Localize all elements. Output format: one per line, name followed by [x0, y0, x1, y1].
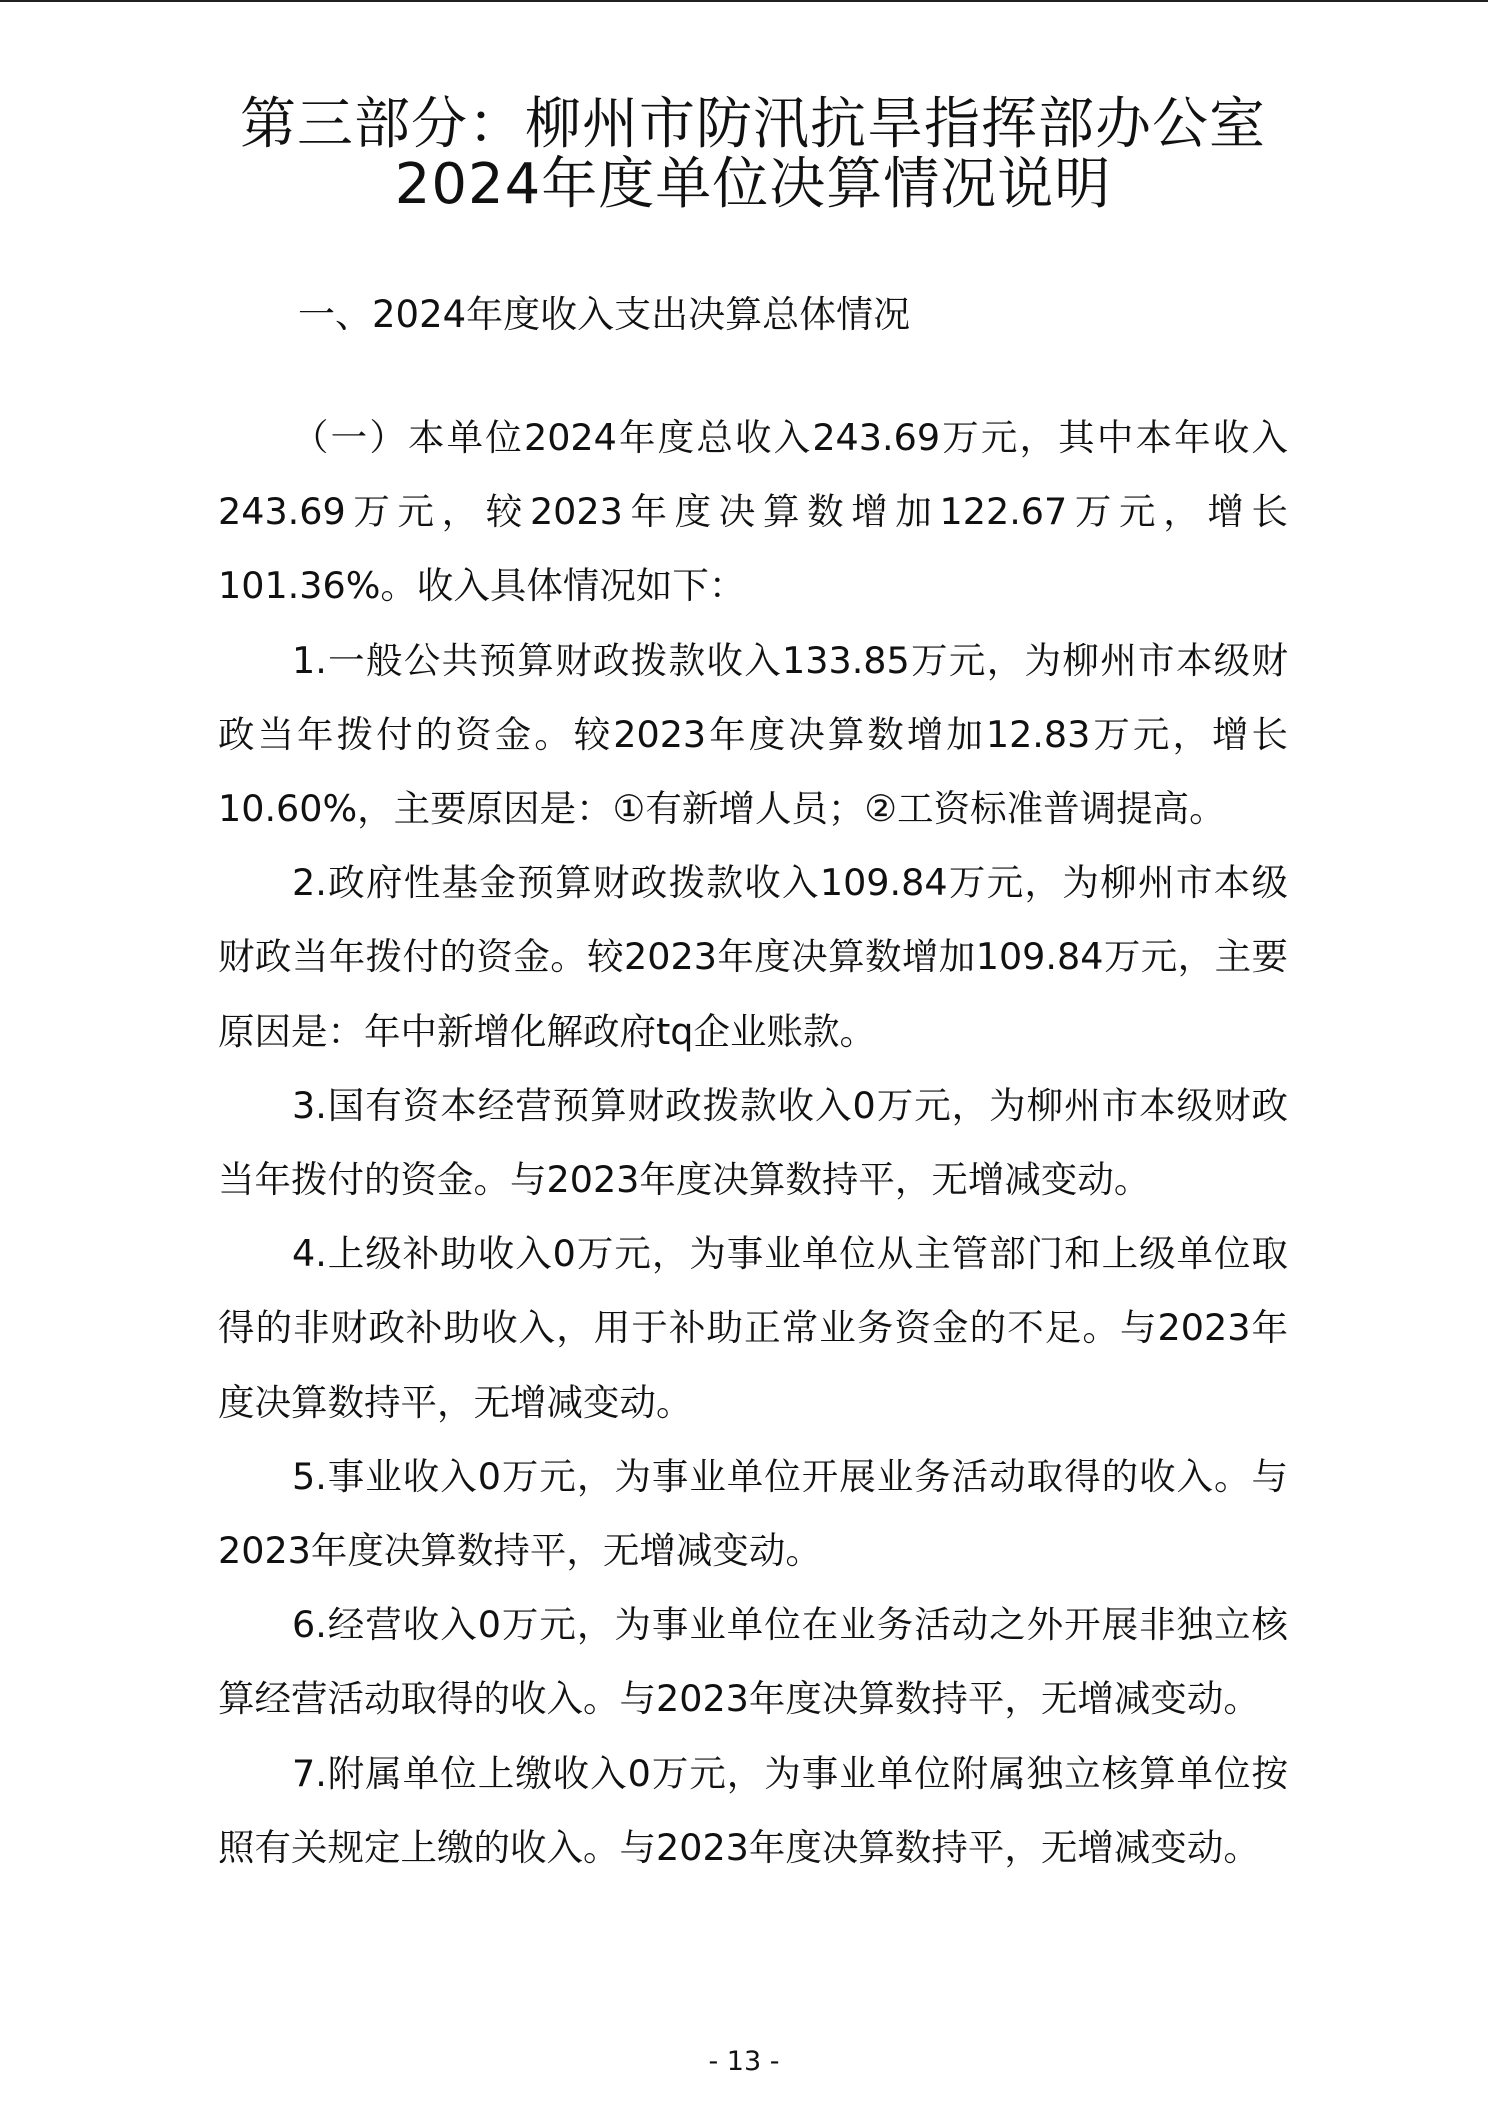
paragraph-general-budget: 1.一般公共预算财政拨款收入133.85万元，为柳州市本级财政当年拨付的资金。较2023年度决算数增加12.83万元，增长10.60%，主要原因是：①有新增人员；②工资标准普调提高。: [218, 638, 1288, 831]
title-line-1: 第三部分：柳州市防汛抗旱指挥部办公室: [240, 92, 1266, 157]
paragraph-superior-subsidy: 4.上级补助收入0万元，为事业单位从主管部门和上级单位取得的非财政补助收入，用于补助正常业务资金的不足。与2023年度决算数持平，无增减变动。: [218, 1232, 1288, 1424]
paragraph-business-income: 5.事业收入0万元，为事业单位开展业务活动取得的收入。与2023年度决算数持平，无增减变动。: [218, 1454, 1288, 1573]
paragraph-government-fund: 2.政府性基金预算财政拨款收入109.84万元，为柳州市本级财政当年拨付的资金。较2023年度决算数增加109.84万元，主要原因是：年中新增化解政府tq企业账款。: [218, 861, 1288, 1053]
paragraph-total-income: （一）本单位2024年度总收入243.69万元，其中本年收入243.69万元，较2023年度决算数增加122.67万元，增长101.36%。收入具体情况如下：: [218, 416, 1288, 608]
body-text: [218, 401, 1288, 1885]
section-heading: 一、2024年度收入支出决算总体情况: [298, 293, 911, 336]
page-top-border: [0, 0, 1488, 2]
title-line-2: 2024年度单位决算情况说明: [394, 152, 1112, 217]
paragraph-state-capital: 3.国有资本经营预算财政拨款收入0万元，为柳州市本级财政当年拨付的资金。与2023年度决算数持平，无增减变动。: [218, 1083, 1288, 1202]
paragraph-operating-income: 6.经营收入0万元，为事业单位在业务活动之外开展非独立核算经营活动取得的收入。与2023年度决算数持平，无增减变动。: [218, 1603, 1288, 1721]
paragraph-affiliated-income: 7.附属单位上缴收入0万元，为事业单位附属独立核算单位按照有关规定上缴的收入。与2023年度决算数持平，无增减变动。: [218, 1751, 1288, 1869]
document-page: [218, 92, 1288, 1885]
document-title: [218, 92, 1288, 217]
page-number: - 13 -: [708, 2046, 780, 2077]
